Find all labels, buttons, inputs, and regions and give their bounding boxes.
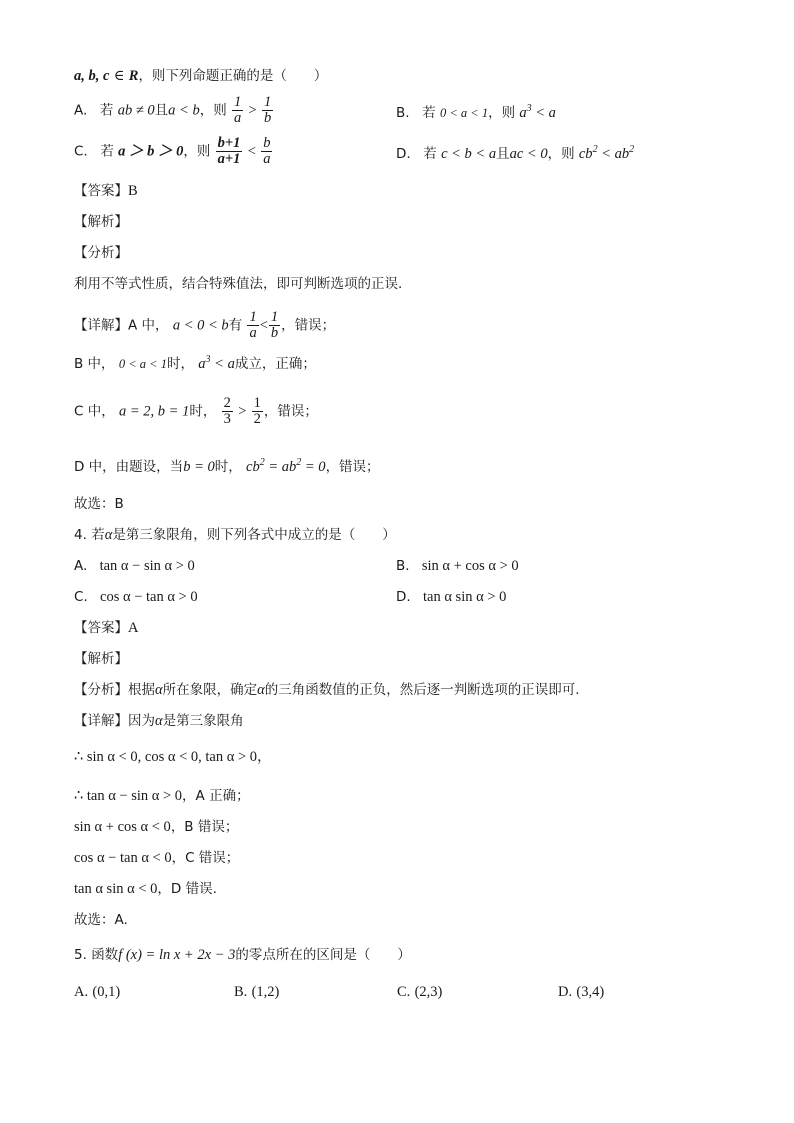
q3-detail-tag: 【详解】	[74, 317, 128, 334]
q4-fenxi-alpha1: α	[155, 682, 163, 698]
q3-detail-c	[74, 396, 318, 427]
q4-stem-alpha: α	[104, 527, 113, 543]
q3-stem	[74, 67, 327, 85]
q4-step5-math: tan α sin α < 0	[74, 881, 158, 897]
q4-option-a-label: A.	[74, 558, 88, 574]
q3-fenxi-tag: 【分析】	[74, 245, 128, 261]
q4-step3	[74, 818, 238, 836]
q5-option-d-label: D.	[558, 984, 573, 1000]
q3-detail-a-frac1: $\frac{1}{a}$	[249, 309, 257, 341]
q4-option-d	[396, 588, 506, 606]
q4-detail	[74, 712, 244, 730]
q5-stem-pre: 函数	[91, 947, 119, 963]
q4-stem-pre: 若	[91, 527, 105, 543]
q3-detail-a-frac2: $\frac{1}{b}$	[270, 309, 279, 341]
q3-fenxi-text: 利用不等式性质，结合特殊值法，即可判断选项的正误.	[74, 276, 403, 292]
q5-option-a-label: A.	[74, 984, 89, 1000]
q3-option-d	[396, 145, 634, 163]
q3-detail-a-post: ，错误；	[281, 317, 336, 334]
q3-option-c-frac1: $\frac{b+1}{a+1}$	[217, 135, 241, 167]
q3-option-a-and: 且	[154, 102, 169, 119]
q4-option-c	[74, 588, 198, 606]
q5-stem-post: 的零点所在的区间是（ ）	[235, 947, 411, 963]
q4-step4-math: cos α − tan α < 0	[74, 850, 172, 866]
q4-fenxi-p2: 所在象限，确定	[162, 682, 258, 698]
q4-detail-p1: 因为	[128, 713, 155, 729]
q4-option-c-text: cos α − tan α > 0	[100, 589, 198, 605]
q3-option-b-pre: 若	[422, 105, 436, 121]
q4-stem-post: 是第三象限角，则下列各式中成立的是（ ）	[112, 527, 396, 543]
q3-option-a-gt: >	[248, 102, 257, 119]
q3-option-b-label: B.	[396, 105, 410, 121]
q3-stem-in: ∈	[113, 68, 125, 84]
q3-detail-c-cond: a = 2, b = 1	[119, 403, 190, 420]
q5-option-b-label: B.	[234, 984, 248, 1000]
q3-option-a-cond2: a < b	[168, 102, 200, 119]
q4-detail-alpha: α	[155, 713, 163, 729]
q3-detail-a-lt: <	[259, 317, 268, 334]
q3-option-a-then: ，则	[199, 102, 227, 119]
q4-detail-p2: 是第三象限角	[162, 713, 244, 729]
q3-detail-d-post: ，错误；	[325, 459, 380, 475]
q3-answer-tag: 【答案】	[74, 183, 128, 199]
q4-option-b-label: B.	[396, 558, 410, 574]
q3-option-c-frac2: $\frac{b}{a}$	[263, 135, 271, 167]
q4-conclusion: 故选：A.	[74, 912, 128, 928]
q3-option-a-frac1: $\frac{1}{a}$	[234, 94, 242, 126]
q4-step5	[74, 880, 217, 898]
q3-option-d-result: $cb^2 < ab^2$	[578, 144, 635, 162]
q4-fenxi-tag: 【分析】	[74, 682, 128, 698]
q3-detail-b-pre: B 中，	[74, 356, 115, 372]
q3-option-d-then: ，则	[547, 146, 575, 162]
q3-option-c-lt: <	[247, 143, 256, 160]
q4-answer-value: A	[128, 620, 139, 636]
q3-detail-c-when: 时，	[189, 403, 217, 420]
q5-option-c	[397, 983, 442, 1001]
q3-detail-c-post: ，错误；	[263, 403, 318, 420]
q3-option-c-cond: a ＞ b ＞ 0	[118, 143, 184, 160]
q3-option-c-pre: 若	[100, 143, 114, 160]
q3-detail-d-expr: $cb^2 = ab^2 = 0$	[246, 457, 326, 475]
q3-option-a-cond1: ab ≠ 0	[117, 102, 155, 119]
q5-option-c-label: C.	[397, 984, 411, 1000]
q3-detail-b-post: 成立，正确；	[234, 356, 316, 372]
q3-detail-d-cond: b = 0	[183, 459, 215, 475]
q3-option-b-cond: 0 < a < 1	[439, 106, 489, 120]
q3-stem-R: R	[128, 68, 139, 84]
q4-option-d-text: tan α sin α > 0	[422, 589, 507, 605]
q3-detail-a	[74, 310, 335, 341]
q5-option-a-text: (0,1)	[92, 984, 121, 1000]
q3-detail-d	[74, 458, 380, 476]
q3-jiexi-tag: 【解析】	[74, 214, 128, 230]
q4-step4-text: ，C 错误；	[171, 850, 240, 866]
q5-option-a	[74, 983, 120, 1001]
q3-detail-b	[74, 355, 316, 373]
q5-number: 5.	[74, 947, 87, 963]
q4-step2-math: ∴ tan α − sin α > 0	[74, 788, 183, 804]
q3-option-a-frac2: $\frac{1}{b}$	[264, 94, 272, 126]
q3-option-d-pre: 若	[423, 146, 437, 162]
q3-option-b-result: $a^3 < a$	[519, 103, 556, 121]
q4-step1-math: ∴ sin α < 0, cos α < 0, tan α > 0，	[74, 749, 272, 765]
q3-option-b	[396, 104, 556, 122]
q3-option-d-cond2: ac < 0	[509, 146, 548, 162]
q3-detail-b-cond: 0 < a < 1	[118, 357, 167, 371]
q3-option-d-cond1: c < b < a	[441, 146, 497, 162]
q4-option-d-label: D.	[396, 589, 411, 605]
q4-option-b	[396, 557, 519, 575]
q4-option-c-label: C.	[74, 589, 88, 605]
q5-option-b	[234, 983, 279, 1001]
q3-stem-vars: a, b, c	[74, 68, 110, 84]
q3-option-c-label: C.	[74, 143, 88, 160]
q3-detail-b-when: 时，	[166, 356, 194, 372]
q4-option-a	[74, 557, 195, 575]
q3-option-a	[74, 95, 274, 126]
q3-detail-d-pre: D 中，由题设，当	[74, 459, 184, 475]
q4-step5-text: ，D 错误.	[157, 881, 217, 897]
q4-number: 4.	[74, 527, 87, 543]
q3-option-a-pre: 若	[99, 102, 114, 119]
q4-step3-text: ，B 错误；	[170, 819, 239, 835]
q3-option-d-label: D.	[396, 146, 411, 162]
q4-step2	[74, 787, 250, 805]
q4-answer-tag: 【答案】	[74, 620, 128, 636]
q3-detail-d-when: 时，	[214, 459, 242, 475]
q3-option-b-then: ，则	[488, 105, 516, 121]
q3-detail-a-pre: A 中，	[128, 317, 169, 334]
q4-step1	[74, 748, 272, 766]
q4-jiexi-tag: 【解析】	[74, 651, 128, 667]
q5-option-d-text: (3,4)	[576, 984, 605, 1000]
q4-answer	[74, 619, 138, 637]
q4-fenxi-p1: 根据	[128, 682, 155, 698]
q3-option-c-then: ，则	[183, 143, 211, 160]
q4-detail-tag: 【详解】	[74, 713, 128, 729]
q3-answer	[74, 182, 138, 200]
q4-fenxi-alpha2: α	[257, 682, 265, 698]
q3-option-d-and: 且	[496, 146, 510, 162]
q3-conclusion: 故选：B	[74, 496, 124, 512]
q3-detail-c-frac2: $\frac{1}{2}$	[253, 395, 261, 427]
q5-stem	[74, 946, 411, 964]
q4-step2-text: ，A 正确；	[182, 788, 250, 804]
q4-fenxi-p3: 的三角函数值的正负，然后逐一判断选项的正误即可.	[264, 682, 580, 698]
q5-option-b-text: (1,2)	[251, 984, 280, 1000]
q4-step3-math: sin α + cos α < 0	[74, 819, 171, 835]
q3-detail-b-expr: $a^3 < a$	[198, 354, 235, 372]
q5-option-d	[558, 983, 604, 1001]
q3-detail-a-cond: a < 0 < b	[172, 317, 229, 334]
q4-fenxi	[74, 681, 580, 699]
q3-detail-c-gt: >	[238, 403, 247, 420]
q4-step4	[74, 849, 239, 867]
q3-detail-a-have: 有	[228, 317, 243, 334]
q4-option-b-text: sin α + cos α > 0	[421, 558, 519, 574]
q5-stem-func: f (x) = ln x + 2x − 3	[118, 947, 236, 963]
q3-stem-text: ，则下列命题正确的是（ ）	[138, 68, 328, 84]
q5-option-c-text: (2,3)	[414, 984, 443, 1000]
q3-answer-value: B	[128, 183, 138, 199]
q3-option-c	[74, 136, 273, 167]
q3-detail-c-pre: C 中，	[74, 403, 115, 420]
q3-detail-c-frac1: $\frac{2}{3}$	[223, 395, 231, 427]
q4-option-a-text: tan α − sin α > 0	[99, 558, 195, 574]
q4-stem	[74, 526, 396, 544]
q3-option-a-label: A.	[74, 102, 88, 119]
